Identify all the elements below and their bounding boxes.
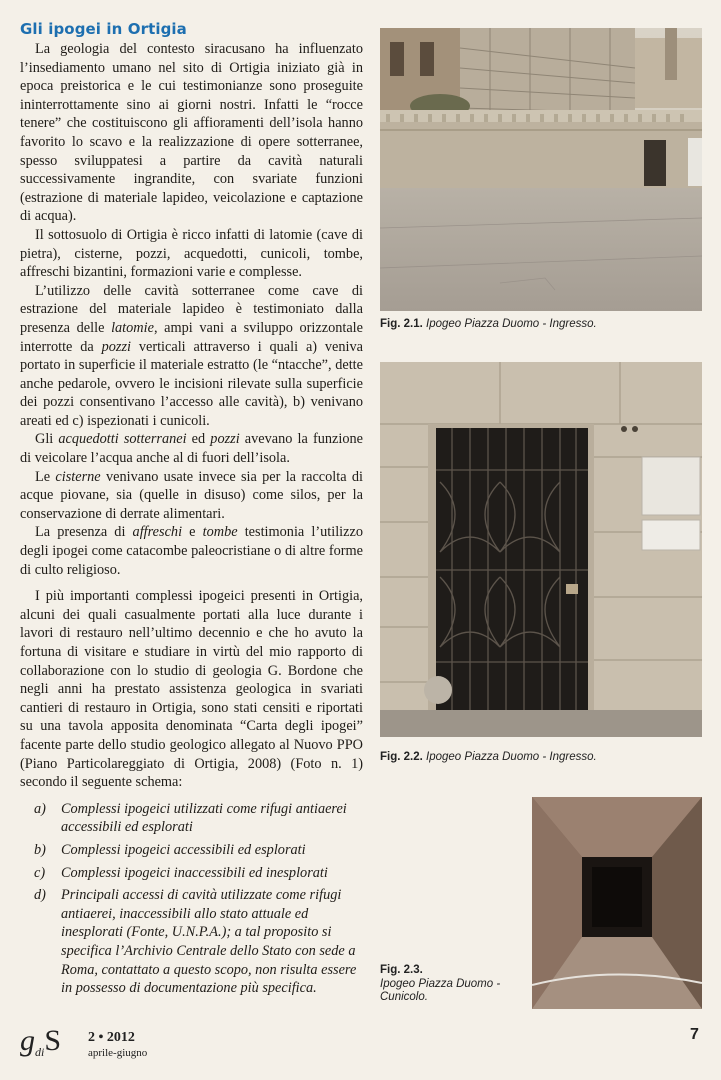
paragraph-complexes: I più importanti complessi ipogeici presenti in Ortigia, alcuni dei quali casualmente portati alla luce durante i lavori di restauro nell’ultimo decennio e che ho avuto la fortuna di visitare e studiare in virtù del mio rapporto di collaborazione con lo studio di geologia G. Bordone che negli anni ha prestato assistenza geologica in svariati cantieri di restauro in Ortigia, sono stati censiti e riportati su una tavola apposita denominata “Carta degli ipogei” facente parte dello studio geologico allegato al Nuovo PPO (Piano Particolareggiato di Ortigia, 2008) (Foto n. 1) secondo il seguente schema: (20, 588, 363, 791)
paragraph-subsoil: Il sottosuolo di Ortigia è ricco infatti di latomie (cave di pietra), cisterne, pozzi, acquedotti, cunicoli, tombe, affreschi bizantini, formazioni varie e complesse. (20, 226, 363, 281)
photo-tunnel (532, 797, 702, 1009)
figure-caption: Fig. 2.1. Ipogeo Piazza Duomo - Ingresso. (380, 318, 597, 330)
paragraph-frescoes: La presenza di affreschi e tombe testimonia l’utilizzo degli ipogei come catacombe paleocristiane o di altre forme di culto religioso. (20, 524, 363, 578)
list-item: a) Complessi ipogeici utilizzati come rifugi antiaerei accessibili ed esplorati (34, 800, 347, 836)
issue-number: 2 • 2012 (88, 1030, 135, 1045)
paragraph-aqueducts: Gli acquedotti sotterranei ed pozzi avevano la funzione di veicolare l’acqua anche al di fuori dell’isola. (20, 431, 363, 467)
paragraph-latomie: L’utilizzo delle cavità sotterranee come cave di estrazione del materiale lapideo è testimoniato dalla presenza delle latomie, ampi vani a sviluppo orizzontale interrotte da pozzi verticali attraverso i quali a) veniva portato in superficie il materiale estratto (le “ntacche”, dette anche pedarole, ovvero le incisioni rilevate sulla superficie dei pozzi consentivano l’accesso alle cavità), b) venivano areati ed c) ispezionati i cunicoli. (20, 282, 364, 429)
paragraph-geology: La geologia del contesto siracusano ha influenzato l’insediamento umano nel sito di Ortigia iniziato già in epoca preistorica e le cui testimonianze sono proseguite ininterrottamente sino ai giorni nostri. Infatti le “rocce tenere” che costituiscono gli affioramenti dell’isola hanno favorito lo scavo e la realizzazione di opere sotterranee, spesso sviluppatesi a partire da cavità naturali successivamente ingrandite, con svariate funzioni (estrazione di materiale lapideo, veicolazione e captazione di acqua). (20, 41, 363, 225)
figure-caption: Fig. 2.3. Ipogeo Piazza Duomo - Cunicolo. (380, 964, 501, 1003)
list-item: d) Principali accessi di cavità utilizzate come rifugi antiaerei, inaccessibili allo stato attuale ed inesplorati (Fonte, U.N.P.A.); a tal proposito si specifica l’Archivio Centrale dello Stato con sede a Roma, contattato a questo scopo, non risulta essere in possesso di documentazione più specifica. (34, 887, 357, 997)
issue-period: aprile-giugno (88, 1047, 148, 1059)
paragraph-cisterns: Le cisterne venivano usate invece sia per la raccolta di acque piovane, sia (quelle in disuso) come silos, per la conservazione di derrate alimentari. (20, 468, 363, 522)
classification-list (20, 800, 363, 998)
article-heading: Gli ipogei in Ortigia (20, 20, 187, 38)
photo-piazza-duomo-entrance (380, 28, 702, 311)
magazine-logo: $g_{di}S$ (20, 1024, 62, 1059)
list-item: c) Complessi ipogeici inaccessibili ed inesplorati (34, 864, 328, 881)
list-item: b) Complessi ipogeici accessibili ed esplorati (34, 841, 306, 858)
figure-caption: Fig. 2.2. Ipogeo Piazza Duomo - Ingresso. (380, 751, 597, 763)
article-body (20, 40, 363, 1002)
photo-iron-gate (380, 362, 702, 737)
page-number: 7 (690, 1026, 699, 1043)
